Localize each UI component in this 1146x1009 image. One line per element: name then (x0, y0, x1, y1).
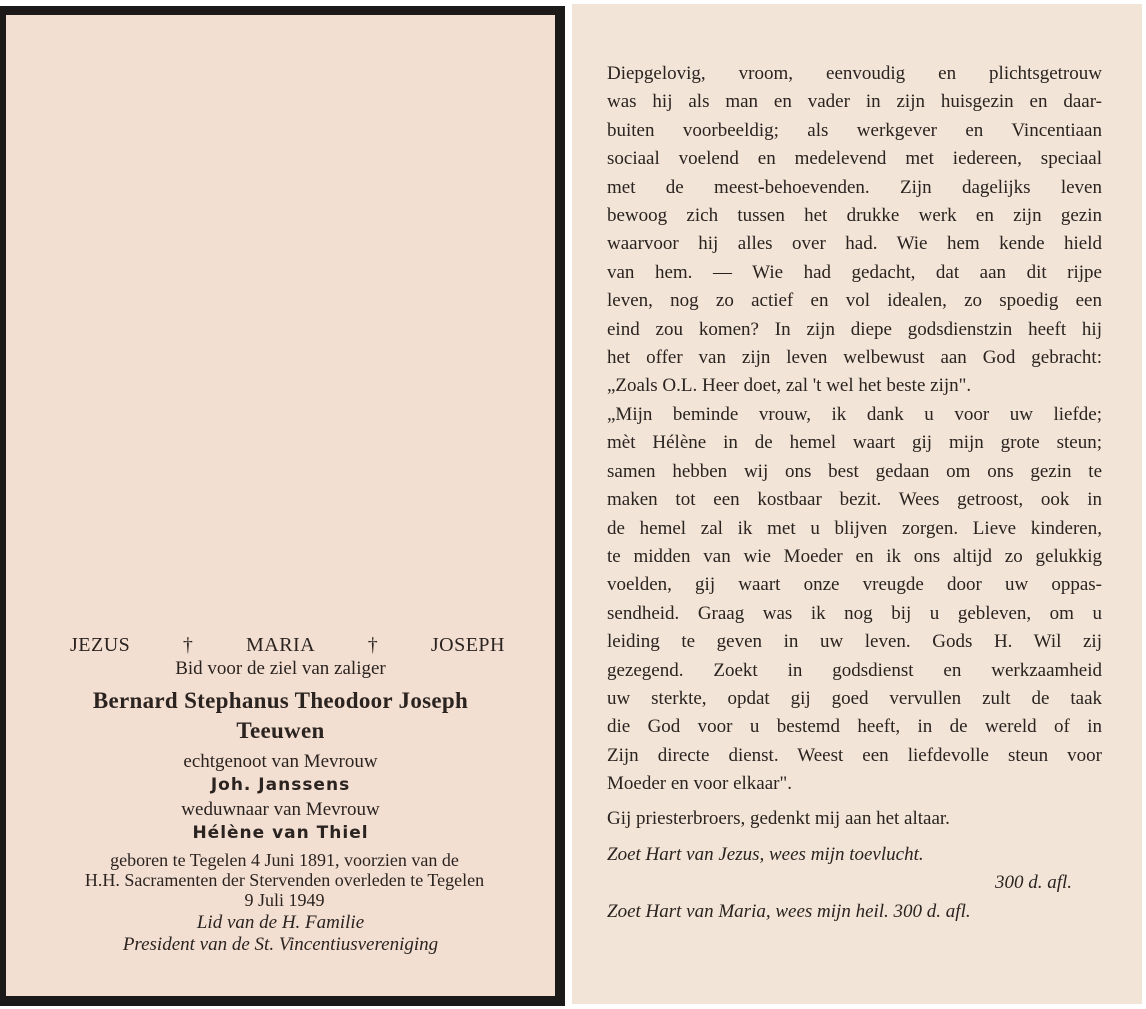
invocation-maria: MARIA (245, 634, 316, 656)
dates-line1: geboren te Tegelen 4 Juni 1891, voorzien van de (110, 850, 459, 870)
prayer-jezus: Zoet Hart van Jezus, wees mijn toevlucht. (607, 843, 924, 865)
back-card (572, 4, 1142, 1004)
paragraph-line: Diepgelovig, vroom, eenvoudig en plichtsgetrouw (607, 63, 1102, 84)
paragraph-line: „Zoals O.L. Heer doet, zal 't wel het beste zijn". (607, 375, 972, 397)
president-line: President van de St. Vincentiusvereniging (122, 934, 439, 955)
cross-icon: † (182, 634, 194, 656)
priest-line: Gij priesterbroers, gedenkt mij aan het altaar. (607, 807, 950, 829)
indulgence-1: 300 d. afl. (994, 872, 1072, 894)
paragraph-line: bewoog zich tussen het drukke werk en zijn gezin (607, 205, 1102, 227)
invocation-jezus: JEZUS (70, 634, 131, 656)
paragraph-line: mèt Hélène in de hemel waart gij mijn grote steun; (607, 432, 1102, 454)
deceased-name-line1: Bernard Stephanus Theodoor Joseph (92, 688, 469, 713)
biography-paragraph (607, 60, 1102, 401)
dates-block (32, 850, 537, 910)
paragraph-line: die God voor u bestemd heeft, in de wereld of in (607, 716, 1102, 738)
farewell-paragraph (607, 401, 1102, 799)
widower-label: weduwnaar van Mevrouw (181, 799, 380, 820)
paragraph-line: buiten voorbeeldig; als werkgever en Vincentiaan (607, 119, 1102, 141)
invocation-line (70, 634, 505, 657)
paragraph-line: waarvoor hij alles over had. Wie hem kende hield (607, 233, 1102, 255)
back-text-block (607, 60, 1102, 926)
paragraph-line: uw sterkte, opdat gij goed vervullen zult de taak (607, 687, 1102, 709)
paragraph-line: gezegend. Zoekt in godsdienst en werkzaamheid (607, 659, 1102, 681)
cross-icon: † (367, 634, 379, 656)
prayer-maria: Zoet Hart van Maria, wees mijn heil. 300 d. afl. (607, 900, 971, 922)
paragraph-line: voelden, gij waart onze vreugde door uw oppas- (607, 574, 1102, 596)
paragraph-line: Zijn directe dienst. Weest een liefdevolle steun voor (607, 744, 1102, 766)
spouse-label: echtgenoot van Mevrouw (183, 751, 378, 772)
paragraph-line: samen hebben wij ons best gedaan om ons gezin te (607, 460, 1102, 482)
paragraph-line: Moeder en voor elkaar". (607, 773, 793, 795)
front-text-block (6, 634, 555, 956)
paragraph-line: leven, nog zo actief en vol idealen, zo spoedig een (607, 290, 1102, 312)
first-wife-name: Hélène van Thiel (192, 823, 369, 843)
dates-line3: 9 Juli 1949 (244, 890, 325, 910)
paragraph-line: de hemel zal ik met u blijven zorgen. Lieve kinderen, (607, 517, 1102, 539)
front-card-border (0, 6, 565, 1006)
paragraph-line: „Mijn beminde vrouw, ik dank u voor uw liefde; (607, 403, 1102, 425)
paragraph-line: leiding te geven in uw leven. Gods H. Wil zij (607, 631, 1102, 653)
paragraph-line: van hem. — Wie had gedacht, dat aan dit rijpe (607, 261, 1102, 283)
invocation-joseph: JOSEPH (430, 634, 505, 656)
paragraph-line: maken tot een kostbaar bezit. Wees getroost, ook in (607, 489, 1102, 511)
dates-line2: H.H. Sacramenten der Stervenden overleden te Tegelen (84, 870, 485, 890)
member-line: Lid van de H. Familie (196, 912, 365, 933)
front-card (6, 15, 555, 996)
paragraph-line: eind zou komen? In zijn diepe godsdienstzin heeft hij (607, 318, 1102, 340)
paragraph-line: met de meest-behoevenden. Zijn dagelijks leven (607, 176, 1102, 198)
spouse-name: Joh. Janssens (210, 775, 351, 795)
paragraph-line: het offer van zijn leven welbewust aan God gebracht: (607, 347, 1102, 369)
paragraph-line: sociaal voelend en medelevend met iedereen, speciaal (607, 148, 1102, 170)
prayer-request: Bid voor de ziel van zaliger (175, 658, 386, 679)
deceased-name-line2: Teeuwen (236, 718, 325, 743)
paragraph-line: sendheid. Graag was ik nog bij u gebleven, om u (607, 602, 1102, 624)
paragraph-line: was hij als man en vader in zijn huisgezin en daar- (607, 91, 1102, 113)
paragraph-line: te midden van wie Moeder en ik ons altijd zo gelukkig (607, 545, 1102, 567)
